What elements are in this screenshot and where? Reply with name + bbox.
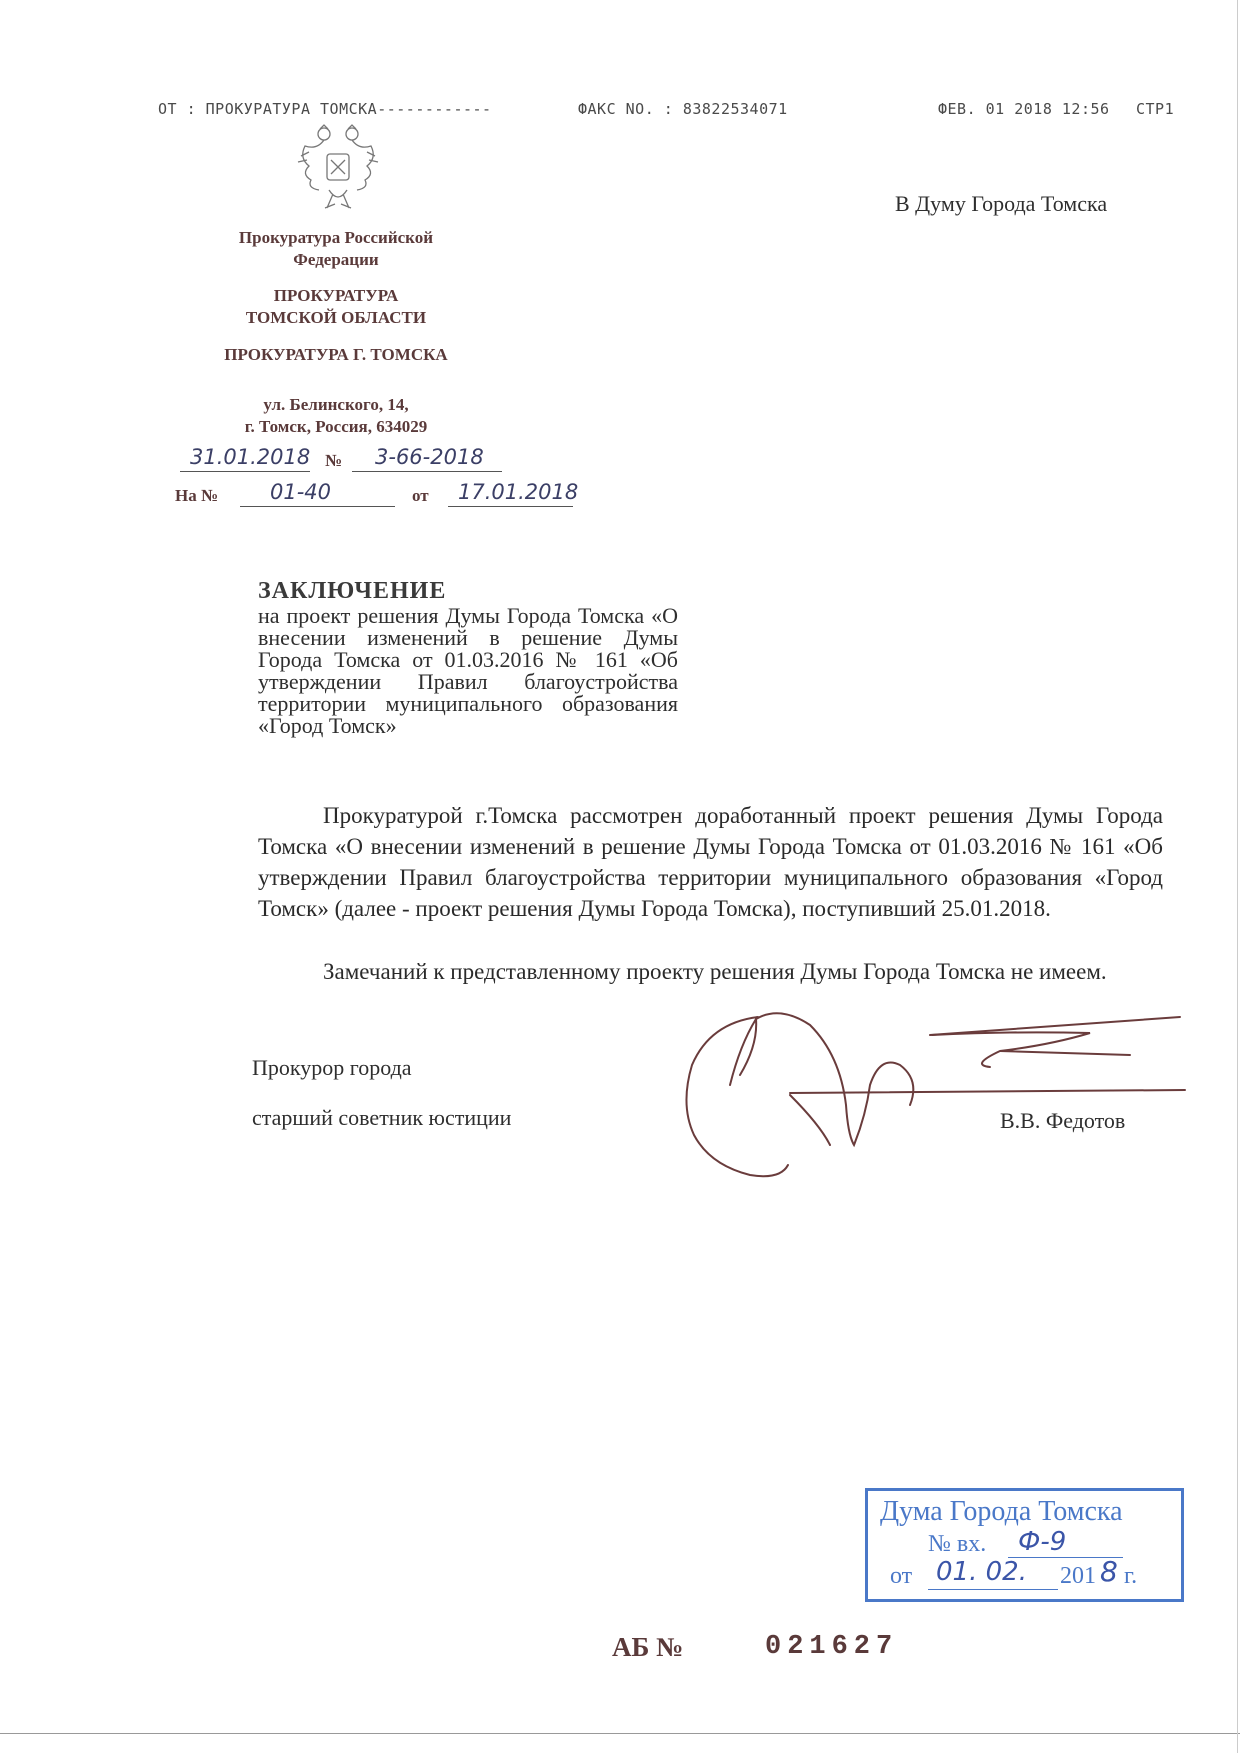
body-paragraph-1: Прокуратурой г.Томска рассмотрен доработанный проект решения Думы Города Томска «О внесении изменений в решение Думы Города Томска от 01.03.2016 № 161 «Об утверждении Правил благоустройства территории муниципального образования «Город Томск» (далее - проект решения Думы Города Томска), поступивший 25.01.2018. <box>258 803 1163 921</box>
sender-address-1: ул. Белинского, 14, <box>263 395 409 414</box>
stamp-year-suffix: г. <box>1124 1563 1138 1589</box>
ref-date-line <box>448 505 573 507</box>
reg-number-line <box>352 470 502 472</box>
sender-line-2: Федерации <box>293 250 379 269</box>
ref-date: 17.01.2018 <box>458 480 579 504</box>
document-heading: ЗАКЛЮЧЕНИЕ <box>258 578 447 604</box>
sender-line-5: ПРОКУРАТУРА Г. ТОМСКА <box>224 345 448 364</box>
signer-name: В.В. Федотов <box>1000 1108 1126 1133</box>
sender-address-2: г. Томск, Россия, 634029 <box>244 417 428 436</box>
coat-of-arms-icon <box>295 124 381 216</box>
fax-from: ОТ : ПРОКУРАТУРА ТОМСКА------------ <box>158 100 492 118</box>
stamp-date-line <box>928 1589 1058 1590</box>
ref-number: 01-40 <box>270 480 332 504</box>
scan-edge-line <box>0 1733 1240 1734</box>
sender-line-3: ПРОКУРАТУРА <box>273 286 399 305</box>
serial-label: АБ № <box>612 1632 684 1662</box>
stamp-org: Дума Города Томска <box>880 1496 1123 1527</box>
signer-rank: старший советник юстиции <box>252 1105 512 1130</box>
document-subtitle: на проект решения Думы Города Томска «О внесении изменений в решение Думы Города Томска от 01.03.2016 № 161 «Об утверждении Правил благоустройства территории муниципального образования «Город Томск» <box>258 603 678 738</box>
body-paragraph-2: Замечаний к представленному проекту решения Думы Города Томска не имеем. <box>323 959 1107 984</box>
ref-from-label: от <box>412 486 429 505</box>
addressee: В Думу Города Томска <box>895 191 1108 216</box>
ref-label: На № <box>175 486 219 505</box>
stamp-year-hw: 8 <box>1100 1555 1118 1588</box>
sender-line-1: Прокуратура Российской <box>238 228 434 247</box>
signer-position: Прокурор города <box>252 1055 412 1080</box>
reg-no-label: № <box>325 451 343 470</box>
fax-number: ФАКС NO. : 83822534071 <box>578 100 788 118</box>
sender-block <box>200 227 472 438</box>
incoming-stamp <box>865 1488 1184 1602</box>
stamp-date: 01. 02. <box>936 1557 1027 1587</box>
fax-date: ФЕВ. 01 2018 12:56 <box>938 100 1110 118</box>
ref-number-line <box>240 505 395 507</box>
reg-date-line <box>180 470 310 472</box>
handwritten-signature <box>670 1005 1240 1195</box>
stamp-in-number: Ф-9 <box>1018 1527 1067 1557</box>
fax-page: СТР1 <box>1136 100 1175 118</box>
sender-line-4: ТОМСКОЙ ОБЛАСТИ <box>245 308 427 327</box>
serial-number: 021627 <box>765 1632 899 1662</box>
stamp-year-prefix: 201 <box>1060 1563 1096 1589</box>
stamp-in-label: № вх. <box>928 1531 987 1557</box>
stamp-from-label: от <box>890 1563 913 1589</box>
reg-date: 31.01.2018 <box>190 445 311 469</box>
reg-number: 3-66-2018 <box>375 445 484 469</box>
scan-right-edge <box>1237 0 1238 1753</box>
